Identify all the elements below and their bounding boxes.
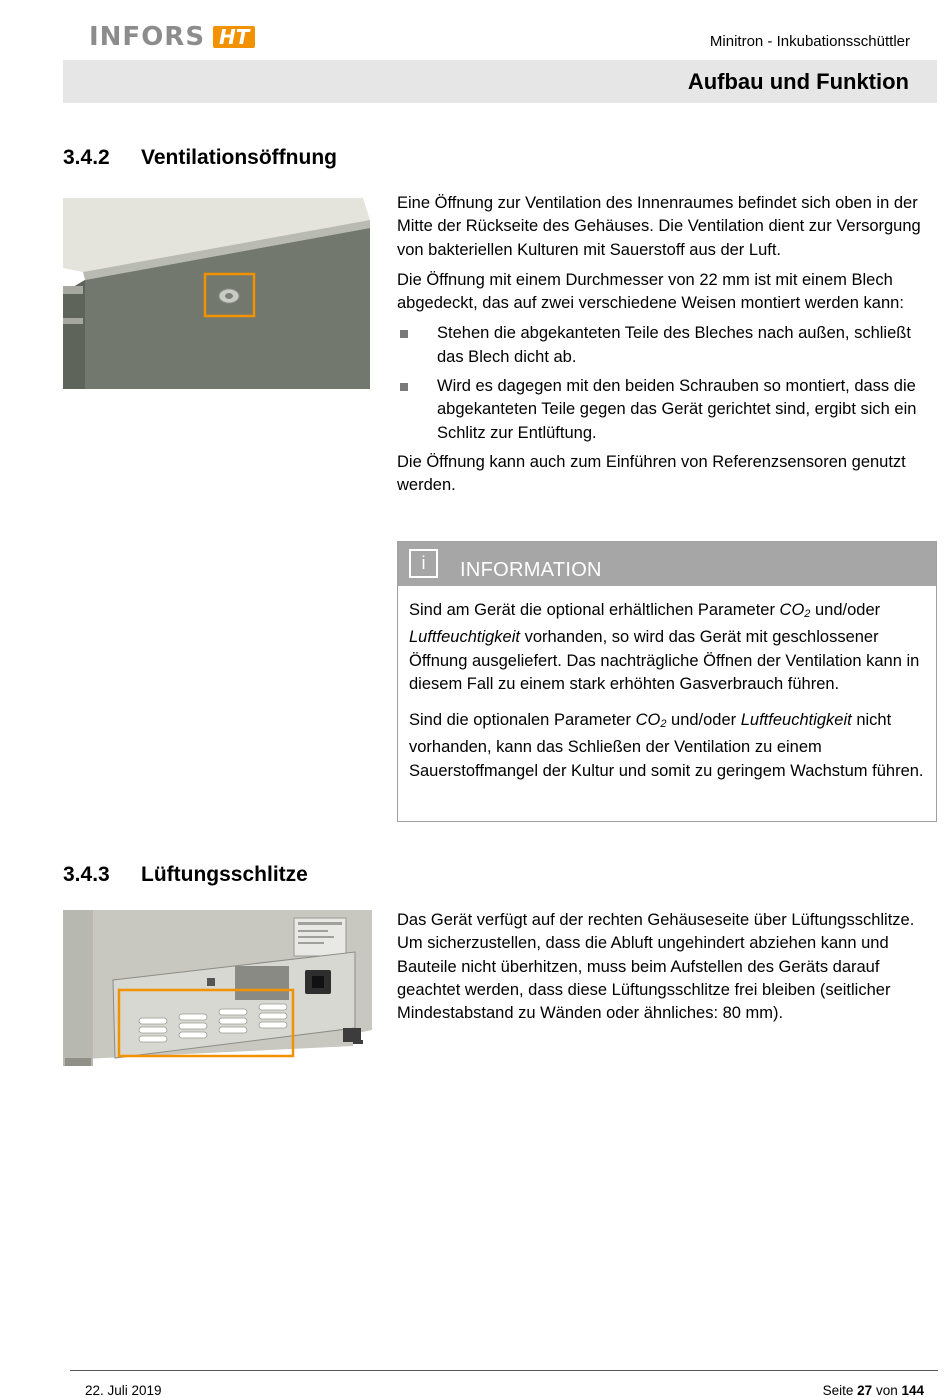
co2-subscript: 2 xyxy=(660,718,667,731)
bullet-square-icon xyxy=(400,383,408,391)
logo-mark: HT xyxy=(213,26,255,48)
infors-logo xyxy=(89,23,255,51)
paragraph: Das Gerät verfügt auf der rechten Gehäuseseite über Lüftungsschlitze. Um sicherzustellen, dass die Abluft ungehindert abziehen kann und Bauteile nicht überhitzen, muss beim Aufstellen des Geräts darauf geachtet werden, dass diese Lüftungsschlitze frei bleiben (seitlicher Mindestabstand zu Wänden oder ähnliches: 80 mm). xyxy=(397,911,915,1023)
text-run: und/oder xyxy=(666,711,741,730)
vent-slots-description xyxy=(397,909,933,1032)
paragraph: Die Öffnung mit einem Durchmesser von 22 mm ist mit einem Blech abgedeckt, das auf zwei verschiedene Weisen montiert werden kann: xyxy=(397,270,904,313)
information-title: INFORMATION xyxy=(460,559,602,581)
list-item-text: Stehen die abgekanteten Teile des Bleches nach außen, schließt das Blech dicht ab. xyxy=(437,324,911,366)
information-box xyxy=(397,541,937,822)
list-item xyxy=(397,375,933,445)
list-item xyxy=(397,322,933,369)
text-run: vorhanden, so wird das Gerät mit geschlossener Öffnung ausgeliefert. Das nachträgliche Öffnen der Ventilation kann in diesem Fall zu einem stark erhöhten Gasverbrauch führen. xyxy=(409,628,920,693)
list-item-text: Wird es dagegen mit den beiden Schrauben so montiert, dass die abgekanteten Teile gegen das Gerät gerichtet sind, ergibt sich ein Schlitz zur Entlüftung. xyxy=(437,377,917,442)
information-body xyxy=(398,586,936,783)
humidity-label: Luftfeuchtigkeit xyxy=(409,628,520,647)
chapter-title: Aufbau und Funktion xyxy=(687,69,909,94)
info-paragraph xyxy=(409,599,926,696)
paragraph: Eine Öffnung zur Ventilation des Innenraumes befindet sich oben in der Mitte der Rückseite des Gehäuses. Die Ventilation dient zur Versorgung von bakteriellen Kulturen mit Sauerstoff aus der Luft. xyxy=(397,194,921,259)
chapter-header-bar xyxy=(63,60,937,103)
total-pages: 144 xyxy=(901,1383,924,1397)
info-paragraph xyxy=(409,709,926,783)
co2-label: CO xyxy=(779,601,805,619)
section-title: Lüftungsschlitze xyxy=(141,863,308,886)
ventilation-opening-image xyxy=(63,198,370,389)
logo-text: INFORS xyxy=(89,22,206,52)
info-icon: i xyxy=(409,549,438,578)
information-header xyxy=(398,542,936,586)
section-number: 3.4.2 xyxy=(63,146,110,169)
current-page: 27 xyxy=(857,1383,873,1397)
paragraph: Die Öffnung kann auch zum Einführen von Referenzsensoren genutzt werden. xyxy=(397,452,906,495)
text-run: nicht vorhanden, kann das Schließen der Ventilation zu einem Sauerstoffmangel der Kultur und somit zu geringem Wachstum führen. xyxy=(409,711,924,780)
footer-page-number xyxy=(823,1383,924,1397)
text-run: Sind am Gerät die optional erhältlichen Parameter xyxy=(409,601,780,619)
humidity-label: Luftfeuchtigkeit xyxy=(740,711,852,730)
ventilation-description xyxy=(397,192,933,505)
text-run: Sind die optionalen Parameter xyxy=(409,711,636,730)
text-run: von xyxy=(872,1383,902,1397)
text-run: und/oder xyxy=(810,601,881,619)
footer-divider xyxy=(70,1370,938,1371)
text-run: Seite xyxy=(822,1383,858,1397)
bullet-square-icon xyxy=(400,330,408,338)
section-heading-ventilation xyxy=(63,146,337,170)
co2-subscript: 2 xyxy=(804,608,811,620)
co2-label: CO xyxy=(635,711,661,730)
section-title: Ventilationsöffnung xyxy=(141,146,337,169)
section-number: 3.4.3 xyxy=(63,863,110,886)
vent-slots-image xyxy=(63,910,372,1066)
footer-date: 22. Juli 2019 xyxy=(85,1383,162,1397)
section-heading-vent-slots xyxy=(63,863,308,887)
document-title: Minitron - Inkubationsschüttler xyxy=(709,33,910,50)
